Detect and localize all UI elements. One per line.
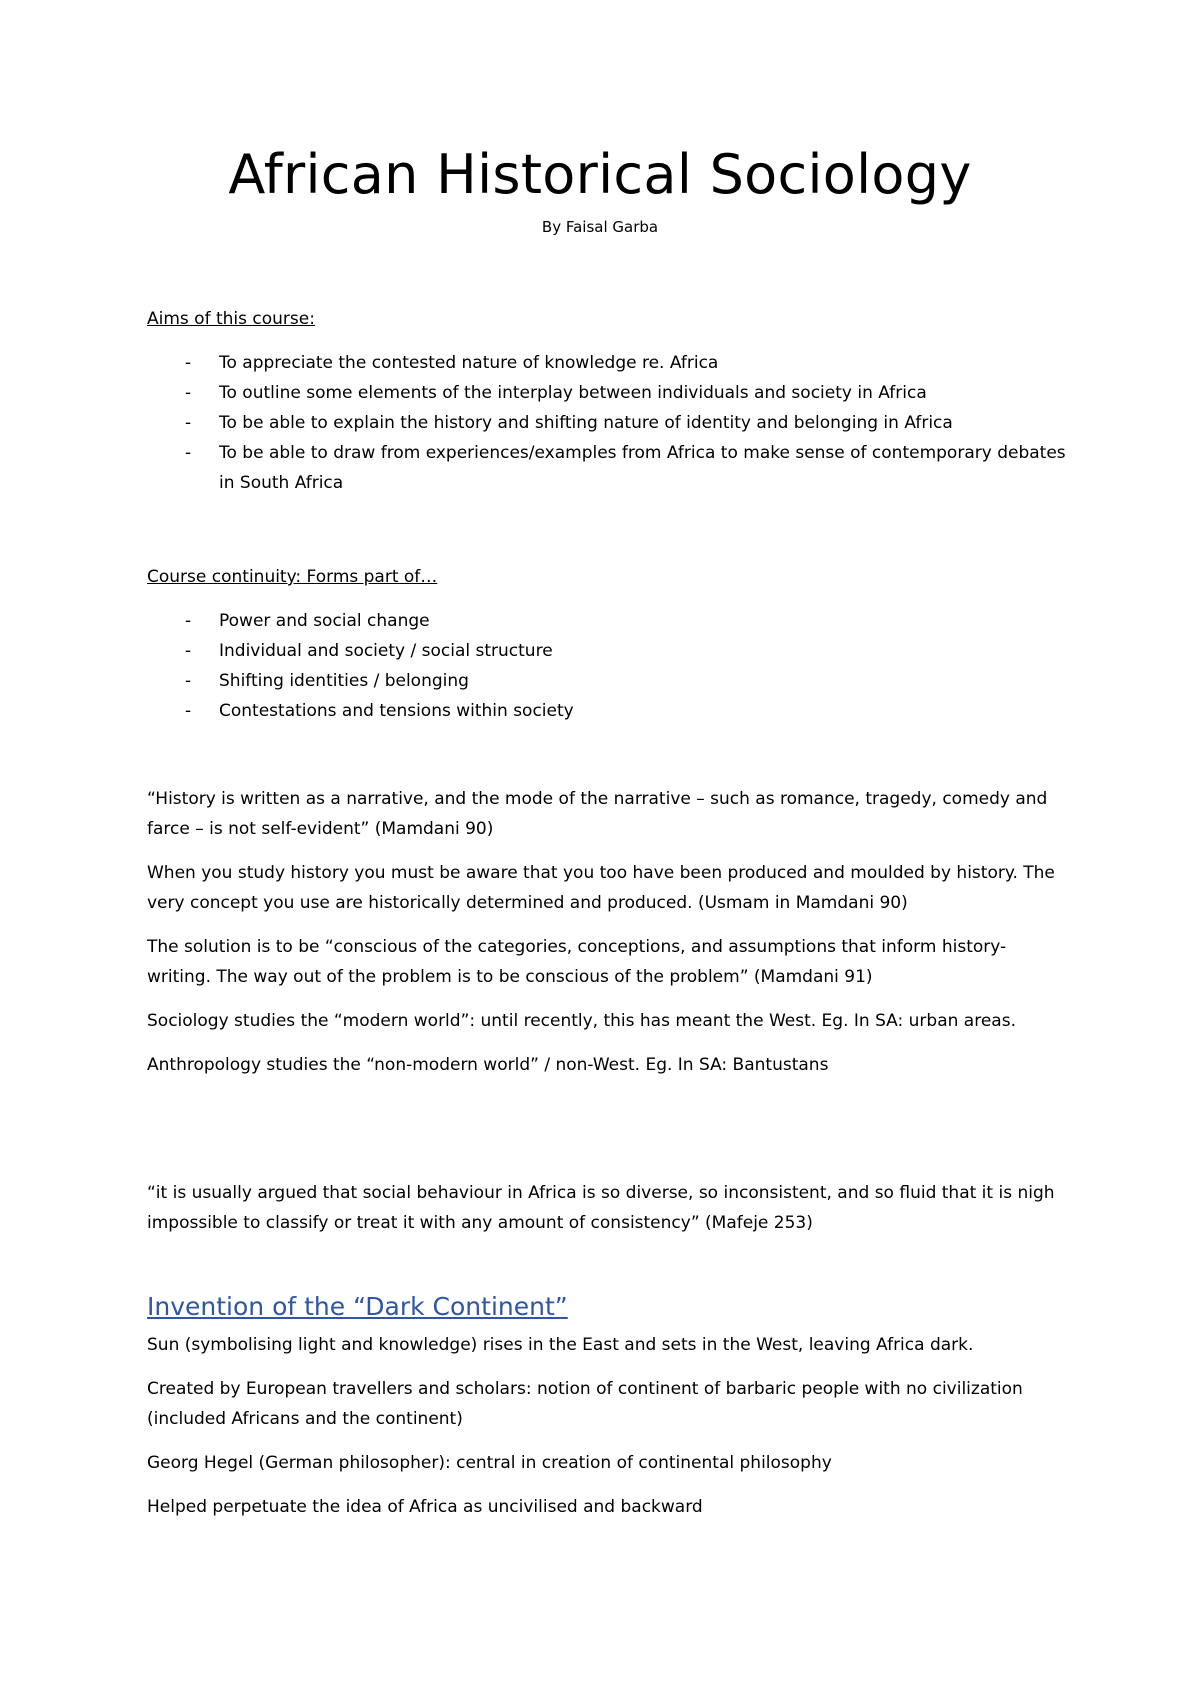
aims-section: [147, 304, 1067, 498]
continuity-item: [147, 696, 1067, 726]
continuity-item: [147, 666, 1067, 696]
continuity-item-text: Contestations and tensions within society: [219, 701, 574, 721]
paragraph-sun: Sun (symbolising light and knowledge) rises in the East and sets in the West, leaving Africa dark.: [147, 1335, 974, 1355]
dash-bullet: -: [185, 671, 192, 691]
author-byline: By Faisal Garba: [541, 218, 659, 236]
continuity-list: [147, 606, 1067, 726]
aims-item: [147, 348, 1067, 378]
paragraph-hegel: Georg Hegel (German philosopher): central in creation of continental philosophy: [147, 1453, 832, 1473]
aims-item: [147, 378, 1067, 408]
document-title: African Historical Sociology: [228, 143, 972, 206]
aims-item-text: To be able to explain the history and shifting nature of identity and belonging in Africa: [219, 413, 953, 433]
dark-continent-section: [147, 1330, 1067, 1536]
paragraph-mamdani-quote: “History is written as a narrative, and the mode of the narrative – such as romance, tragedy, comedy and farce – is not self-evident” (Mamdani 90): [147, 789, 1048, 839]
aims-heading: Aims of this course:: [147, 309, 315, 329]
dash-bullet: -: [185, 701, 192, 721]
paragraph-study-history: When you study history you must be aware that you too have been produced and moulded by history. The very concept you use are historically determined and produced. (Usmam in Mamdani 90): [147, 863, 1055, 913]
dash-bullet: -: [185, 413, 192, 433]
section-heading-dark-continent: Invention of the “Dark Continent”: [147, 1292, 568, 1321]
dash-bullet: -: [185, 443, 192, 463]
aims-item-text: To appreciate the contested nature of knowledge re. Africa: [219, 353, 719, 373]
aims-item: [147, 438, 1067, 498]
paragraph-perpetuate: Helped perpetuate the idea of Africa as uncivilised and backward: [147, 1497, 703, 1517]
paragraph-anthropology: Anthropology studies the “non-modern world” / non-West. Eg. In SA: Bantustans: [147, 1055, 829, 1075]
dash-bullet: -: [185, 383, 192, 403]
aims-item-text: To outline some elements of the interplay between individuals and society in Africa: [219, 383, 927, 403]
paragraph-mafeje-quote: “it is usually argued that social behaviour in Africa is so diverse, so inconsistent, and so fluid that it is nigh impossible to classify or treat it with any amount of consistency” (Mafeje 253): [147, 1183, 1055, 1233]
paragraph-sociology: Sociology studies the “modern world”: until recently, this has meant the West. Eg. In SA: urban areas.: [147, 1011, 1016, 1031]
continuity-item-text: Shifting identities / belonging: [219, 671, 469, 691]
dash-bullet: -: [185, 353, 192, 373]
paragraph-created-by: Created by European travellers and scholars: notion of continent of barbaric people with no civilization (included Africans and the continent): [147, 1379, 1023, 1429]
continuity-heading: Course continuity: Forms part of…: [147, 567, 438, 587]
continuity-item-text: Power and social change: [219, 611, 430, 631]
continuity-item-text: Individual and society / social structure: [219, 641, 553, 661]
aims-item: [147, 408, 1067, 438]
dash-bullet: -: [185, 641, 192, 661]
dash-bullet: -: [185, 611, 192, 631]
continuity-section: [147, 562, 1067, 726]
continuity-item: [147, 636, 1067, 666]
continuity-item: [147, 606, 1067, 636]
paragraph-solution: The solution is to be “conscious of the categories, conceptions, and assumptions that inform history-writing. The way out of the problem is to be conscious of the problem” (Mamdani 91): [147, 937, 1007, 987]
aims-item-text: To be able to draw from experiences/examples from Africa to make sense of contemporary debates in South Africa: [219, 443, 1066, 493]
body-paragraphs: [147, 784, 1067, 1094]
mafeje-quote-block: [147, 1178, 1067, 1252]
aims-list: [147, 348, 1067, 498]
